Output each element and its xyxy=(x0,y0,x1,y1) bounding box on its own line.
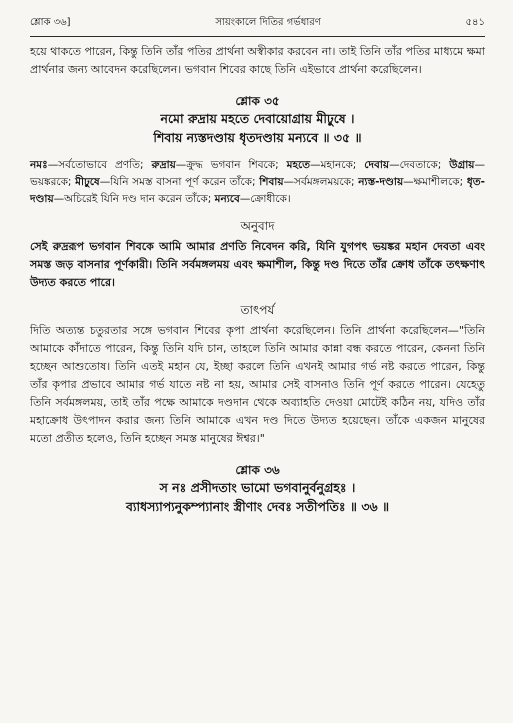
synonym-word: মীঢ়ুষে xyxy=(75,176,100,188)
synonyms: নমঃ—সর্বতোভাবে প্রণতি; রুদ্রায়—ক্রুদ্ধ ভগবান শিবকে; মহতে—মহানকে; দেবায়—দেবতাকে; উগ্রায়—ভয়ঙ্করকে; মীঢ়ুষে—যিনি সমস্ত বাসনা পূর্ণ করেন তাঁকে; শিবায়—সর্বমঙ্গলময়কে; ন্যস্ত-দণ্ডায়—ক্ষমাশীলকে; ধৃত-দণ্ডায়—অচিরেই যিনি দণ্ড দান করেন তাঁকে; মন্যবে—ক্রোধীকে। xyxy=(30,159,485,205)
synonym-meaning: ক্রুদ্ধ ভগবান শিবকে; xyxy=(186,159,279,171)
translation-heading: অনুবাদ xyxy=(240,219,275,233)
synonym-word: শিবায় xyxy=(259,176,284,188)
header-page-number: ৫৪১ xyxy=(465,16,485,28)
synonym-meaning: ভয়ঙ্করকে; xyxy=(30,176,72,188)
purport-heading: তাৎপর্য xyxy=(240,303,275,317)
verse-35-line-1: নমো রুদ্রায় মহতে দেবায়োগ্রায় মীঢ়ুষে । xyxy=(160,111,355,126)
synonym-word: ন্যস্ত-দণ্ডায় xyxy=(358,176,404,188)
synonym-word: মন্যবে xyxy=(214,193,240,205)
synonym-word: উগ্রায় xyxy=(449,159,475,171)
verse-36-line-2: ব্যাধস্যাপ্যনুকম্প্যানাং স্ত্রীণাং দেবঃ সতীপতিঃ ॥ ৩৬ ॥ xyxy=(125,499,390,514)
synonym-meaning: ক্রোধীকে। xyxy=(250,193,291,205)
synonym-meaning: মহানকে; xyxy=(320,159,357,171)
synonym-word: মহতে xyxy=(286,159,311,171)
synonym-meaning: দেবতাকে; xyxy=(399,159,442,171)
header-chapter-title: সায়ংকালে দিতির গর্ভধারণ xyxy=(215,16,321,28)
intro-paragraph: হয়ে থাকতে পারেন, কিন্তু তিনি তাঁর পতির প্রার্থনা অস্বীকার করবেন না। তাই তিনি তাঁর পতির মাধ্যমে ক্ষমা প্রার্থনার জন্য আবেদন করেছিলেন। ভগবান শিবের কাছে তিনি এইভাবে প্রার্থনা করেছিলেন। xyxy=(30,45,485,76)
synonym-word: রুদ্রায় xyxy=(151,159,176,171)
verse-35-line-2: শিবায় ন্যস্তদণ্ডায় ধৃতদণ্ডায় মন্যবে ॥ ৩৫ ॥ xyxy=(153,130,362,145)
verse-36-heading: শ্লোক ৩৬ xyxy=(235,463,280,477)
synonym-meaning: যিনি সমস্ত বাসনা পূর্ণ করেন তাঁকে; xyxy=(110,176,256,188)
verse-36-line-1: স নঃ প্রসীদতাং ভামো ভগবানুর্বনুগ্রহঃ । xyxy=(159,480,356,495)
translation-text: সেই রুদ্ররূপ ভগবান শিবকে আমি আমার প্রণতি নিবেদন করি, যিনি যুগপৎ ভয়ঙ্কর মহান দেবতা এবং সমস্ত জড় বাসনার পূর্ণকারী। তিনি সর্বমঙ্গলময় এবং ক্ষমাশীল, কিন্তু দণ্ড দিতে তাঁর ক্রোধ তাঁকে তৎক্ষণাৎ উদ্যত করতে পারে। xyxy=(30,240,485,289)
page-header xyxy=(30,0,485,37)
synonym-meaning: ক্ষমাশীলকে; xyxy=(413,176,464,188)
synonym-meaning: সর্বতোভাবে প্রণতি; xyxy=(58,159,144,171)
header-verse-ref: শ্লোক ৩৬] xyxy=(30,16,71,28)
verse-35-heading: শ্লোক ৩৫ xyxy=(235,94,280,108)
purport-text: দিতি অত্যন্ত চতুরতার সঙ্গে ভগবান শিবের কৃপা প্রার্থনা করেছিলেন। তিনি প্রার্থনা করেছিলেন—"তিনি আমাকে কাঁদাতে পারেন, কিন্তু তিনি যদি চান, তাহলে তিনি আমার কান্না বন্ধ করতে পারেন, কেননা তিনি হচ্ছেন আশুতোষ। তিনি এতই মহান যে, ইচ্ছা করলে তিনি এখনই আমার গর্ভ নষ্ট করতে পারেন, কিন্তু তাঁর কৃপার প্রভাবে আমার গর্ভ যাতে নষ্ট না হয়, আমার সেই বাসনাও তিনি পূর্ণ করতে পারেন। যেহেতু তিনি সর্বমঙ্গলময়, তাই তাঁর পক্ষে আমাকে দণ্ডদান থেকে অব্যাহতি দেওয়া মোটেই কঠিন নয়, যদিও তাঁর মহাক্রোধ উৎপাদন করার জন্য তিনি আমাকে এখন দণ্ড দিতে উদ্যত হয়েছেন। তাঁকে একজন মানুষের মতো প্রতীত হলেও, তিনি হচ্ছেন সমস্ত মানুষের ঈশ্বর।" xyxy=(30,324,485,445)
synonym-word: দেবায় xyxy=(364,159,390,171)
synonym-meaning: অচিরেই যিনি দণ্ড দান করেন তাঁকে; xyxy=(64,193,212,205)
synonym-meaning: সর্বমঙ্গলময়কে; xyxy=(294,176,355,188)
synonym-word: ধৃত-দণ্ডায় xyxy=(30,176,485,205)
synonym-word: নমঃ xyxy=(30,159,48,171)
